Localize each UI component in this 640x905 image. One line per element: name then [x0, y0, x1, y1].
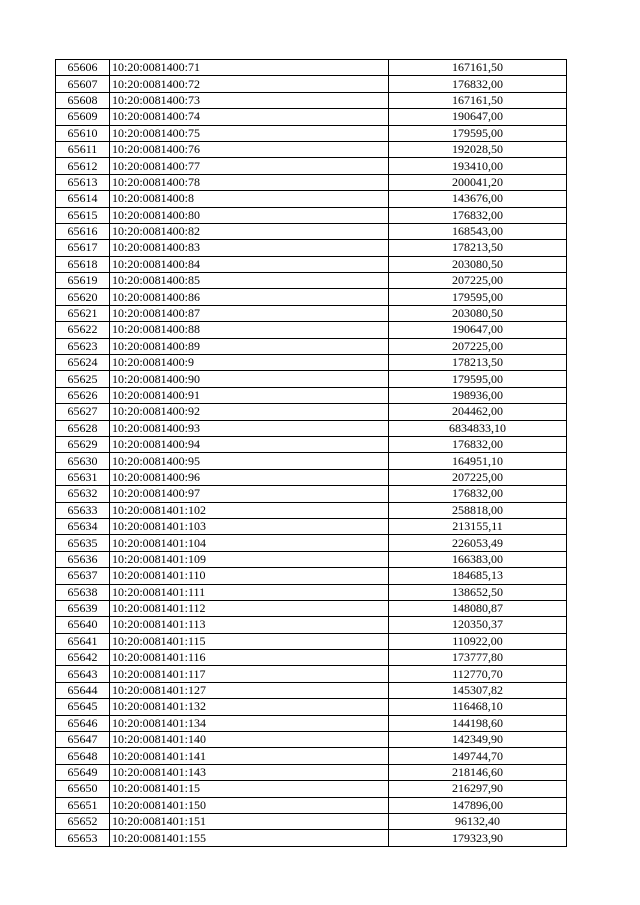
cadastral-number-cell: 10:20:0081401:109 — [110, 551, 389, 567]
cadastral-value-cell: 192028,50 — [389, 141, 567, 157]
cadastral-number-cell: 10:20:0081401:111 — [110, 584, 389, 600]
cadastral-value-cell: 190647,00 — [389, 322, 567, 338]
cadastral-number-cell: 10:20:0081400:82 — [110, 223, 389, 239]
cadastral-value-cell: 207225,00 — [389, 273, 567, 289]
cadastral-number-cell: 10:20:0081400:84 — [110, 256, 389, 272]
row-number-cell: 65635 — [56, 535, 110, 551]
cadastral-number-cell: 10:20:0081401:104 — [110, 535, 389, 551]
cadastral-value-cell: 207225,00 — [389, 469, 567, 485]
cadastral-number-cell: 10:20:0081401:115 — [110, 633, 389, 649]
table-row — [56, 551, 567, 567]
row-number-cell: 65634 — [56, 518, 110, 534]
cadastral-value-cell: 184685,13 — [389, 568, 567, 584]
table-row — [56, 813, 567, 829]
table-row — [56, 305, 567, 321]
cadastral-value-cell: 179595,00 — [389, 289, 567, 305]
table-row — [56, 273, 567, 289]
row-number-cell: 65610 — [56, 125, 110, 141]
table-row — [56, 568, 567, 584]
row-number-cell: 65607 — [56, 76, 110, 92]
table-row — [56, 650, 567, 666]
cadastral-number-cell: 10:20:0081400:78 — [110, 174, 389, 190]
cadastral-number-cell: 10:20:0081401:15 — [110, 781, 389, 797]
cadastral-number-cell: 10:20:0081401:113 — [110, 617, 389, 633]
row-number-cell: 65640 — [56, 617, 110, 633]
cadastral-number-cell: 10:20:0081401:116 — [110, 650, 389, 666]
cadastral-value-cell: 138652,50 — [389, 584, 567, 600]
cadastral-number-cell: 10:20:0081400:95 — [110, 453, 389, 469]
cadastral-value-cell: 176832,00 — [389, 207, 567, 223]
cadastral-number-cell: 10:20:0081401:112 — [110, 600, 389, 616]
row-number-cell: 65624 — [56, 355, 110, 371]
row-number-cell: 65649 — [56, 764, 110, 780]
cadastral-value-cell: 218146,60 — [389, 764, 567, 780]
table-row — [56, 535, 567, 551]
row-number-cell: 65625 — [56, 371, 110, 387]
document-page — [55, 59, 566, 847]
row-number-cell: 65630 — [56, 453, 110, 469]
row-number-cell: 65609 — [56, 109, 110, 125]
table-row — [56, 420, 567, 436]
row-number-cell: 65627 — [56, 404, 110, 420]
row-number-cell: 65628 — [56, 420, 110, 436]
table-row — [56, 174, 567, 190]
cadastral-number-cell: 10:20:0081400:77 — [110, 158, 389, 174]
cadastral-value-cell: 144198,60 — [389, 715, 567, 731]
row-number-cell: 65646 — [56, 715, 110, 731]
row-number-cell: 65650 — [56, 781, 110, 797]
cadastral-value-cell: 179595,00 — [389, 371, 567, 387]
cadastral-value-cell: 178213,50 — [389, 240, 567, 256]
table-row — [56, 453, 567, 469]
table-row — [56, 469, 567, 485]
cadastral-number-cell: 10:20:0081400:73 — [110, 92, 389, 108]
table-row — [56, 584, 567, 600]
cadastral-value-cell: 96132,40 — [389, 813, 567, 829]
row-number-cell: 65648 — [56, 748, 110, 764]
cadastral-number-cell: 10:20:0081400:94 — [110, 436, 389, 452]
cadastral-number-cell: 10:20:0081401:143 — [110, 764, 389, 780]
cadastral-value-cell: 116468,10 — [389, 699, 567, 715]
cadastral-value-cell: 167161,50 — [389, 60, 567, 76]
cadastral-value-cell: 203080,50 — [389, 256, 567, 272]
cadastral-number-cell: 10:20:0081400:85 — [110, 273, 389, 289]
cadastral-value-cell: 142349,90 — [389, 732, 567, 748]
table-row — [56, 76, 567, 92]
cadastral-number-cell: 10:20:0081401:134 — [110, 715, 389, 731]
table-row — [56, 191, 567, 207]
cadastral-value-cell: 110922,00 — [389, 633, 567, 649]
table-row — [56, 666, 567, 682]
cadastral-number-cell: 10:20:0081400:97 — [110, 486, 389, 502]
row-number-cell: 65620 — [56, 289, 110, 305]
row-number-cell: 65647 — [56, 732, 110, 748]
cadastral-number-cell: 10:20:0081400:75 — [110, 125, 389, 141]
table-row — [56, 240, 567, 256]
table-row — [56, 371, 567, 387]
table-row — [56, 699, 567, 715]
row-number-cell: 65612 — [56, 158, 110, 174]
cadastral-number-cell: 10:20:0081400:90 — [110, 371, 389, 387]
row-number-cell: 65632 — [56, 486, 110, 502]
cadastral-value-cell: 179323,90 — [389, 830, 567, 846]
cadastral-number-cell: 10:20:0081401:102 — [110, 502, 389, 518]
cadastral-number-cell: 10:20:0081401:155 — [110, 830, 389, 846]
row-number-cell: 65637 — [56, 568, 110, 584]
cadastral-number-cell: 10:20:0081400:86 — [110, 289, 389, 305]
row-number-cell: 65622 — [56, 322, 110, 338]
cadastral-number-cell: 10:20:0081400:71 — [110, 60, 389, 76]
row-number-cell: 65652 — [56, 813, 110, 829]
cadastral-number-cell: 10:20:0081400:72 — [110, 76, 389, 92]
row-number-cell: 65651 — [56, 797, 110, 813]
table-row — [56, 518, 567, 534]
cadastral-value-cell: 198936,00 — [389, 387, 567, 403]
cadastral-value-cell: 203080,50 — [389, 305, 567, 321]
table-row — [56, 158, 567, 174]
cadastral-value-cell: 167161,50 — [389, 92, 567, 108]
cadastral-number-cell: 10:20:0081400:89 — [110, 338, 389, 354]
cadastral-value-cell: 176832,00 — [389, 436, 567, 452]
cadastral-number-cell: 10:20:0081400:92 — [110, 404, 389, 420]
cadastral-number-cell: 10:20:0081400:88 — [110, 322, 389, 338]
cadastral-value-cell: 147896,00 — [389, 797, 567, 813]
cadastral-value-cell: 226053,49 — [389, 535, 567, 551]
table-row — [56, 125, 567, 141]
cadastral-number-cell: 10:20:0081400:91 — [110, 387, 389, 403]
cadastral-value-cell: 145307,82 — [389, 682, 567, 698]
table-row — [56, 404, 567, 420]
cadastral-number-cell: 10:20:0081400:74 — [110, 109, 389, 125]
cadastral-number-cell: 10:20:0081401:150 — [110, 797, 389, 813]
row-number-cell: 65638 — [56, 584, 110, 600]
table-row — [56, 60, 567, 76]
cadastral-value-cell: 200041,20 — [389, 174, 567, 190]
table-row — [56, 732, 567, 748]
table-row — [56, 682, 567, 698]
table-row — [56, 92, 567, 108]
table-row — [56, 109, 567, 125]
row-number-cell: 65642 — [56, 650, 110, 666]
row-number-cell: 65618 — [56, 256, 110, 272]
row-number-cell: 65616 — [56, 223, 110, 239]
table-row — [56, 797, 567, 813]
row-number-cell: 65645 — [56, 699, 110, 715]
table-row — [56, 338, 567, 354]
cadastral-number-cell: 10:20:0081400:8 — [110, 191, 389, 207]
cadastral-value-cell: 258818,00 — [389, 502, 567, 518]
cadastral-value-cell: 173777,80 — [389, 650, 567, 666]
row-number-cell: 65653 — [56, 830, 110, 846]
table-row — [56, 207, 567, 223]
cadastral-number-cell: 10:20:0081400:76 — [110, 141, 389, 157]
table-row — [56, 748, 567, 764]
row-number-cell: 65639 — [56, 600, 110, 616]
table-row — [56, 633, 567, 649]
row-number-cell: 65626 — [56, 387, 110, 403]
cadastral-value-cell: 179595,00 — [389, 125, 567, 141]
row-number-cell: 65614 — [56, 191, 110, 207]
row-number-cell: 65606 — [56, 60, 110, 76]
row-number-cell: 65644 — [56, 682, 110, 698]
table-row — [56, 502, 567, 518]
cadastral-number-cell: 10:20:0081400:96 — [110, 469, 389, 485]
cadastral-number-cell: 10:20:0081401:151 — [110, 813, 389, 829]
table-row — [56, 715, 567, 731]
cadastral-number-cell: 10:20:0081401:110 — [110, 568, 389, 584]
table-row — [56, 486, 567, 502]
row-number-cell: 65633 — [56, 502, 110, 518]
table-row — [56, 830, 567, 846]
cadastral-number-cell: 10:20:0081401:127 — [110, 682, 389, 698]
table-row — [56, 764, 567, 780]
cadastral-value-cell: 112770,70 — [389, 666, 567, 682]
cadastral-value-cell: 176832,00 — [389, 486, 567, 502]
cadastral-number-cell: 10:20:0081401:141 — [110, 748, 389, 764]
cadastral-value-cell: 207225,00 — [389, 338, 567, 354]
row-number-cell: 65643 — [56, 666, 110, 682]
row-number-cell: 65641 — [56, 633, 110, 649]
cadastral-value-cell: 168543,00 — [389, 223, 567, 239]
cadastral-value-cell: 149744,70 — [389, 748, 567, 764]
cadastral-value-cell: 190647,00 — [389, 109, 567, 125]
table-row — [56, 141, 567, 157]
cadastral-number-cell: 10:20:0081400:83 — [110, 240, 389, 256]
table-row — [56, 781, 567, 797]
row-number-cell: 65613 — [56, 174, 110, 190]
table-row — [56, 387, 567, 403]
row-number-cell: 65621 — [56, 305, 110, 321]
table-body — [56, 60, 567, 847]
cadastral-value-cell: 176832,00 — [389, 76, 567, 92]
cadastral-number-cell: 10:20:0081401:117 — [110, 666, 389, 682]
table-row — [56, 617, 567, 633]
row-number-cell: 65619 — [56, 273, 110, 289]
cadastral-number-cell: 10:20:0081400:87 — [110, 305, 389, 321]
row-number-cell: 65611 — [56, 141, 110, 157]
cadastral-value-cell: 204462,00 — [389, 404, 567, 420]
cadastral-value-cell: 148080,87 — [389, 600, 567, 616]
table-row — [56, 256, 567, 272]
table-row — [56, 436, 567, 452]
cadastral-number-cell: 10:20:0081401:140 — [110, 732, 389, 748]
row-number-cell: 65617 — [56, 240, 110, 256]
cadastral-value-cell: 6834833,10 — [389, 420, 567, 436]
table-row — [56, 223, 567, 239]
cadastral-value-cell: 164951,10 — [389, 453, 567, 469]
cadastral-number-cell: 10:20:0081400:9 — [110, 355, 389, 371]
row-number-cell: 65615 — [56, 207, 110, 223]
cadastral-number-cell: 10:20:0081400:80 — [110, 207, 389, 223]
table-row — [56, 600, 567, 616]
cadastral-value-cell: 166383,00 — [389, 551, 567, 567]
cadastral-value-cell: 213155,11 — [389, 518, 567, 534]
cadastral-value-cell: 216297,90 — [389, 781, 567, 797]
cadastral-number-cell: 10:20:0081401:132 — [110, 699, 389, 715]
row-number-cell: 65631 — [56, 469, 110, 485]
cadastral-value-cell: 193410,00 — [389, 158, 567, 174]
cadastral-value-cell: 143676,00 — [389, 191, 567, 207]
row-number-cell: 65608 — [56, 92, 110, 108]
cadastral-number-cell: 10:20:0081401:103 — [110, 518, 389, 534]
cadastral-number-cell: 10:20:0081400:93 — [110, 420, 389, 436]
cadastral-value-cell: 120350,37 — [389, 617, 567, 633]
cadastral-value-cell: 178213,50 — [389, 355, 567, 371]
table-row — [56, 289, 567, 305]
row-number-cell: 65623 — [56, 338, 110, 354]
table-row — [56, 322, 567, 338]
cadastral-value-table — [55, 59, 567, 847]
row-number-cell: 65629 — [56, 436, 110, 452]
table-row — [56, 355, 567, 371]
row-number-cell: 65636 — [56, 551, 110, 567]
